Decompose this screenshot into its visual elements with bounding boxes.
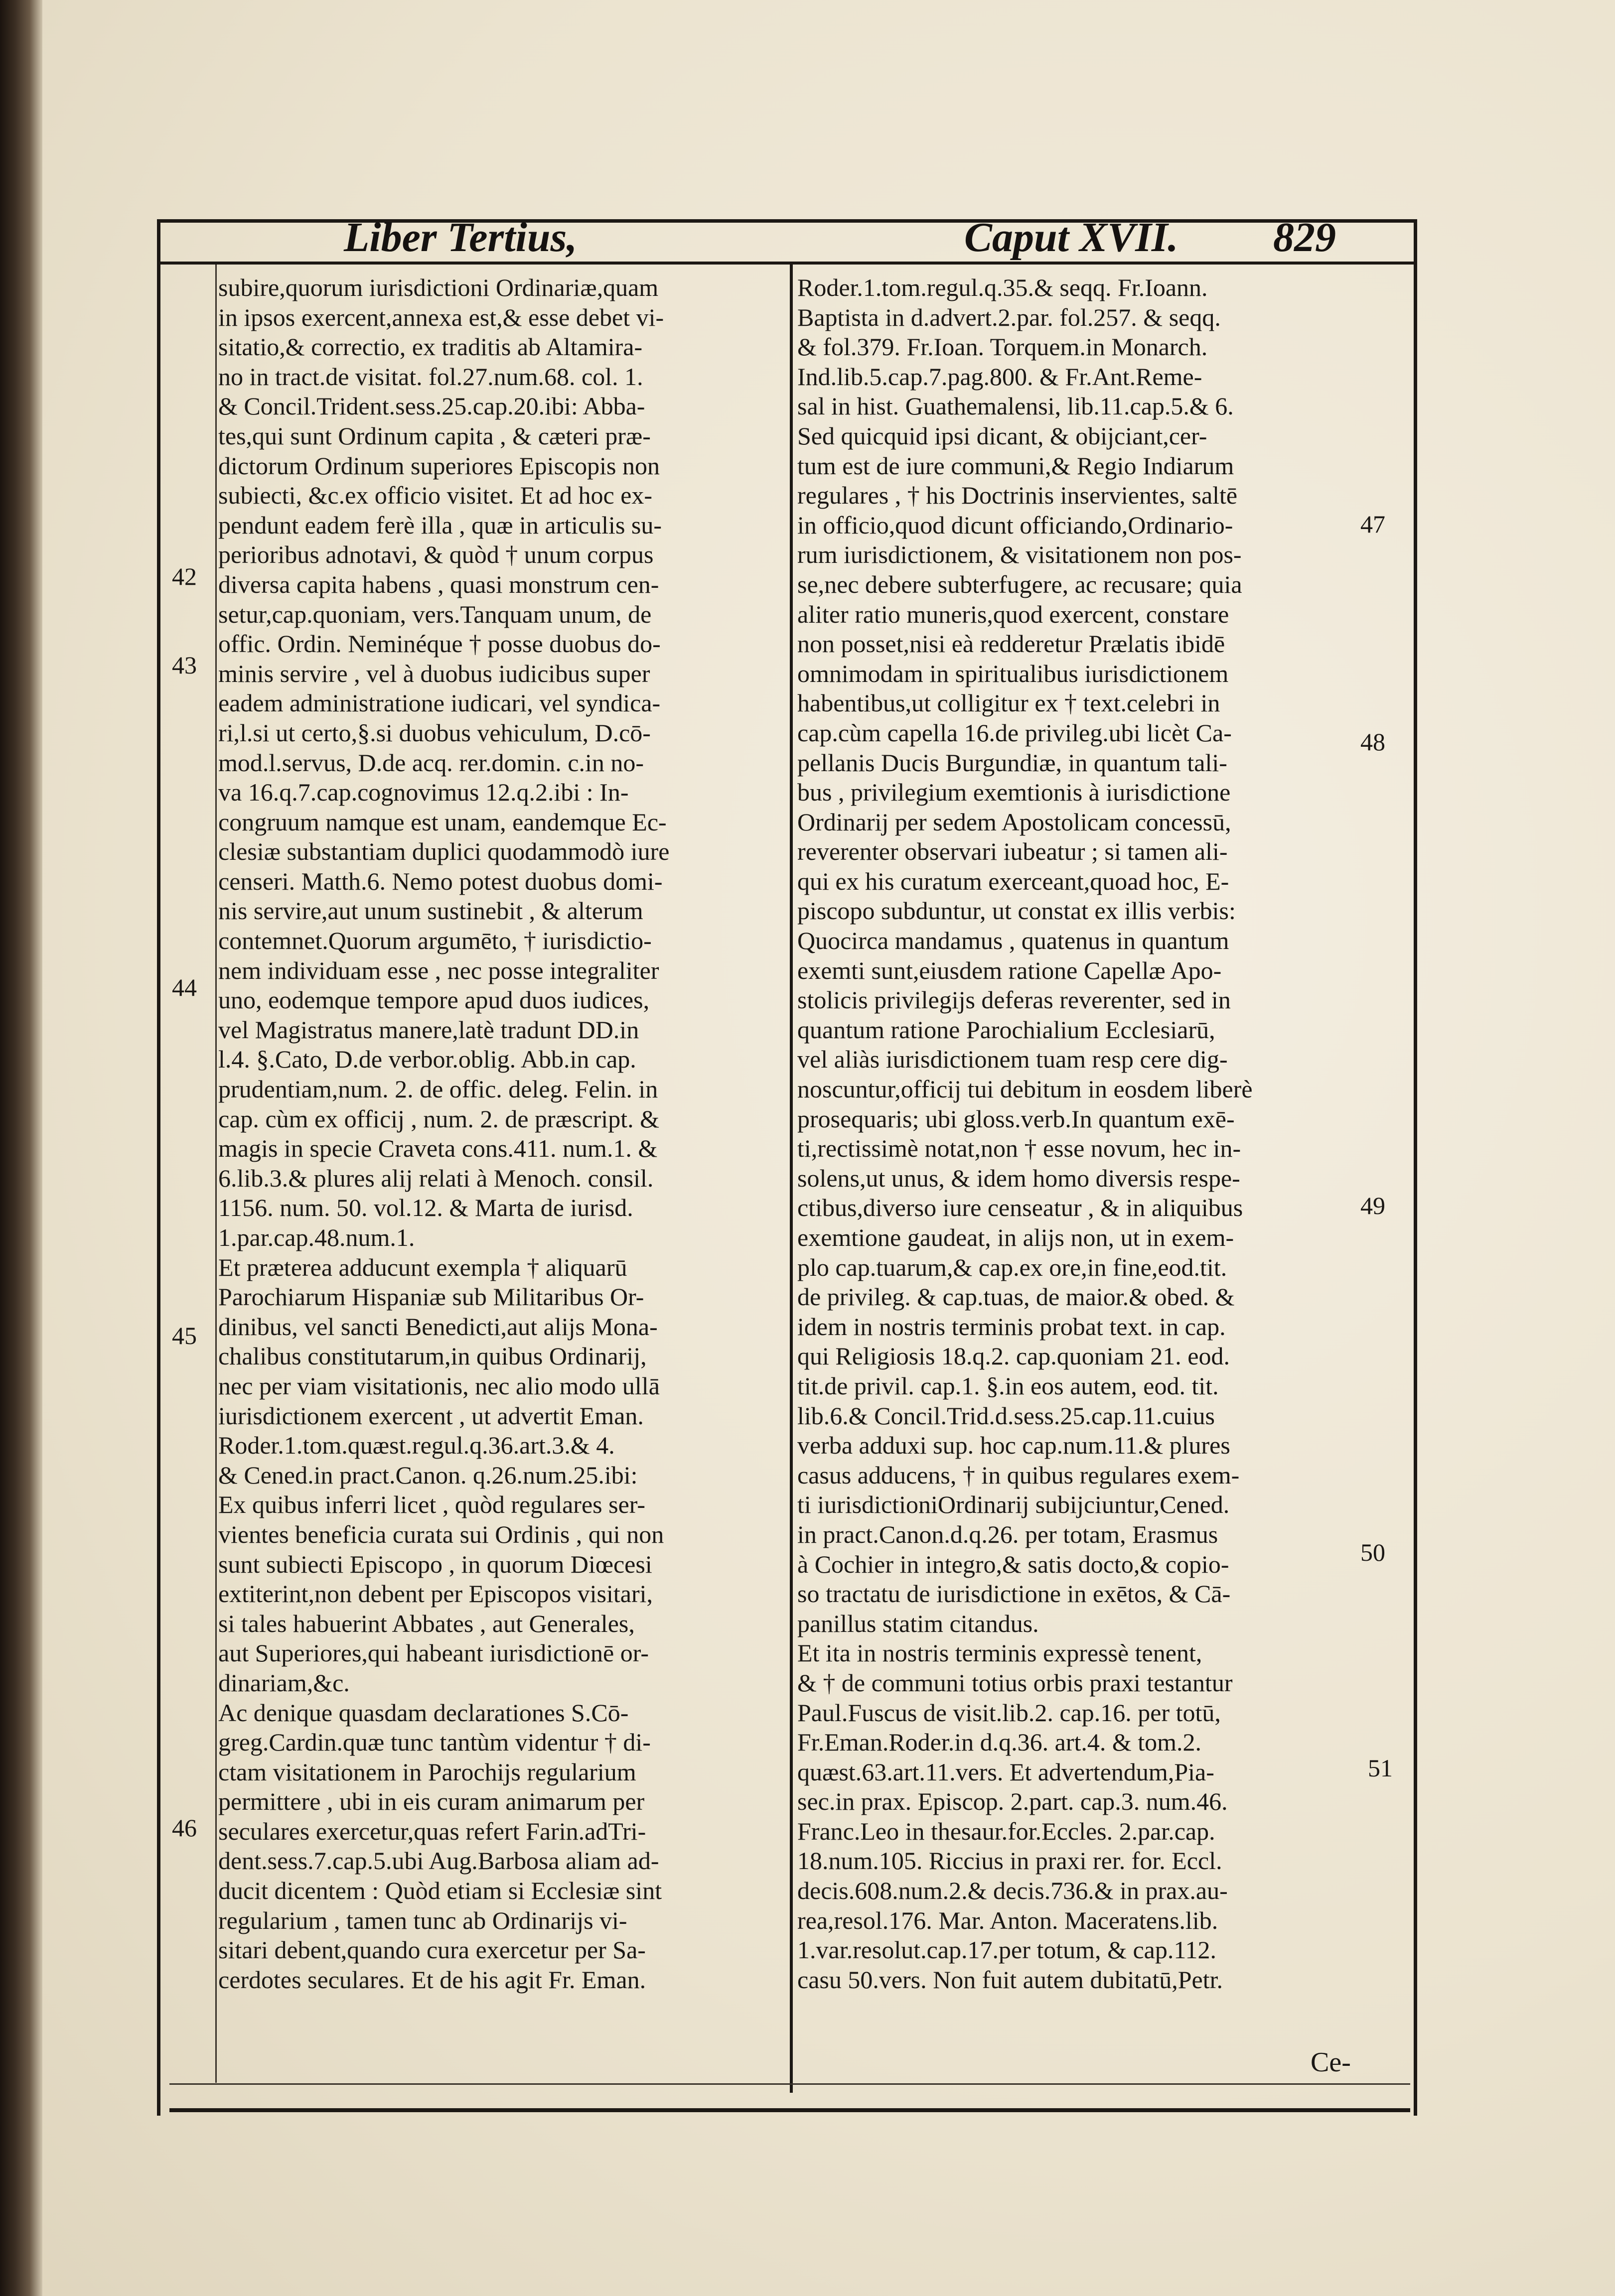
text-line: & Concil.Trident.sess.25.cap.20.ibi: Abba- bbox=[218, 392, 645, 420]
text-line: qui ex his curatum exerceant,quoad hoc, E- bbox=[797, 867, 1229, 895]
text-line: offic. Ordin. Neminéque † posse duobus do- bbox=[218, 630, 661, 658]
text-line: contemnet.Quorum argumēto, † iurisdictio- bbox=[218, 927, 652, 955]
text-line: lib.6.& Concil.Trid.d.sess.25.cap.11.cuius bbox=[797, 1401, 1215, 1430]
text-line: va 16.q.7.cap.cognovimus 12.q.2.ibi : In- bbox=[218, 778, 629, 807]
bottom-rule-thin bbox=[169, 2083, 1410, 2085]
text-line: greg.Cardin.quæ tunc tantùm videntur † di- bbox=[218, 1728, 651, 1756]
text-line: seculares exercetur,quas refert Farin.adTri- bbox=[218, 1817, 646, 1845]
text-line: à Cochier in integro,& satis docto,& copio- bbox=[797, 1550, 1229, 1578]
margin-number-right: 51 bbox=[1368, 1754, 1393, 1782]
text-line: chalibus constitutarum,in quibus Ordinarij, bbox=[218, 1342, 647, 1370]
right-text-column bbox=[797, 273, 1358, 2081]
text-line: in pract.Canon.d.q.26. per totam, Erasmus bbox=[797, 1520, 1218, 1548]
margin-number-left: 44 bbox=[172, 973, 197, 1001]
text-line: prosequaris; ubi gloss.verb.In quantum exē- bbox=[797, 1104, 1235, 1133]
text-line: iurisdictionem exercent , ut advertit Eman. bbox=[218, 1401, 644, 1430]
text-line: verba adduxi sup. hoc cap.num.11.& plures bbox=[797, 1431, 1230, 1460]
text-line: Paul.Fuscus de visit.lib.2. cap.16. per totū, bbox=[797, 1698, 1221, 1727]
text-line: clesiæ substantiam duplici quodammodò iure bbox=[218, 837, 670, 866]
text-line: dictorum Ordinum superiores Episcopis non bbox=[218, 451, 660, 480]
text-line: qui Religiosis 18.q.2. cap.quoniam 21. eod. bbox=[797, 1342, 1230, 1370]
text-line: regulares , † his Doctrinis inservientes, saltē bbox=[797, 481, 1238, 510]
text-line: subiecti, &c.ex officio visitet. Et ad hoc ex- bbox=[218, 481, 653, 510]
text-line: tes,qui sunt Ordinum capita , & cæteri præ- bbox=[218, 421, 651, 450]
running-head-right: Caput XVII. bbox=[964, 214, 1178, 261]
text-line: casus adducens, † in quibus regulares exem- bbox=[797, 1461, 1240, 1489]
text-line: casu 50.vers. Non fuit autem dubitatū,Petr. bbox=[797, 1965, 1223, 1994]
text-line: Quocirca mandamus , quatenus in quantum bbox=[797, 927, 1229, 955]
text-line: sitari debent,quando cura exercetur per Sa- bbox=[218, 1936, 646, 1964]
text-line: & † de communi totius orbis praxi testantur bbox=[797, 1668, 1233, 1697]
text-line: non posset,nisi eà redderetur Prælatis ibidē bbox=[797, 630, 1225, 658]
text-line: Roder.1.tom.regul.q.35.& seqq. Fr.Ioann. bbox=[797, 273, 1208, 301]
text-line: Sed quicquid ipsi dicant, & obijciant,cer- bbox=[797, 421, 1207, 450]
text-line: ducit dicentem : Quòd etiam si Ecclesiæ sint bbox=[218, 1877, 662, 1905]
text-line: sal in hist. Guathemalensi, lib.11.cap.5.& 6. bbox=[797, 392, 1234, 420]
left-column-rule bbox=[215, 265, 217, 2083]
text-line: pellanis Ducis Burgundiæ, in quantum tali- bbox=[797, 748, 1227, 777]
left-text-column bbox=[218, 273, 779, 2081]
text-line: rum iurisdictionem, & visitationem non pos- bbox=[797, 540, 1242, 569]
text-line: nec per viam visitationis, nec alio modo ullā bbox=[218, 1371, 660, 1400]
running-head-left: Liber Tertius, bbox=[344, 214, 578, 261]
text-line: omnimodam in spiritualibus iurisdictionem bbox=[797, 659, 1229, 687]
text-line: magis in specie Craveta cons.411. num.1. & bbox=[218, 1134, 658, 1163]
margin-number-left: 45 bbox=[172, 1322, 197, 1350]
text-line: eadem administratione iudicari, vel syndica- bbox=[218, 689, 661, 717]
text-line: reverenter observari iubeatur ; si tamen ali- bbox=[797, 837, 1228, 866]
text-line: dinariam,&c. bbox=[218, 1668, 350, 1697]
text-line: quæst.63.art.11.vers. Et advertendum,Pia- bbox=[797, 1757, 1214, 1786]
text-line: nis servire,aut unum sustinebit , & alterum bbox=[218, 897, 643, 925]
text-line: so tractatu de iurisdictione in exētos, & Cā- bbox=[797, 1580, 1231, 1608]
text-line: Ind.lib.5.cap.7.pag.800. & Fr.Ant.Reme- bbox=[797, 362, 1202, 391]
text-line: bus , privilegium exemtionis à iurisdictione bbox=[797, 778, 1231, 807]
text-line: tum est de iure communi,& Regio Indiarum bbox=[797, 451, 1234, 480]
text-line: Et præterea adducunt exempla † aliquarū bbox=[218, 1253, 627, 1281]
text-line: extiterint,non debent per Episcopos visitari, bbox=[218, 1580, 653, 1608]
text-line: 6.lib.3.& plures alij relati à Menoch. consil. bbox=[218, 1164, 654, 1192]
text-line: minis servire , vel à duobus iudicibus super bbox=[218, 659, 650, 687]
text-line: Roder.1.tom.quæst.regul.q.36.art.3.& 4. bbox=[218, 1431, 615, 1460]
text-line: permittere , ubi in eis curam animarum per bbox=[218, 1787, 645, 1816]
text-line: nem individuam esse , nec posse integraliter bbox=[218, 956, 659, 984]
text-line: Fr.Eman.Roder.in d.q.36. art.4. & tom.2. bbox=[797, 1728, 1202, 1756]
margin-number-right: 48 bbox=[1360, 728, 1385, 756]
text-line: Ac denique quasdam declarationes S.Cō- bbox=[218, 1698, 629, 1727]
text-line: quantum ratione Parochialium Ecclesiarū, bbox=[797, 1015, 1215, 1044]
text-line: congruum namque est unam, eandemque Ec- bbox=[218, 808, 667, 836]
text-line: setur,cap.quoniam, vers.Tanquam unum, de bbox=[218, 600, 652, 628]
text-line: 1.par.cap.48.num.1. bbox=[218, 1223, 415, 1251]
header-rule bbox=[157, 262, 1417, 265]
text-line: diversa capita habens , quasi monstrum cen- bbox=[218, 570, 659, 598]
catchword: Ce- bbox=[1311, 2047, 1351, 2078]
text-line: cap.cùm capella 16.de privileg.ubi licèt Ca- bbox=[797, 718, 1232, 747]
text-line: rea,resol.176. Mar. Anton. Maceratens.lib. bbox=[797, 1906, 1218, 1934]
margin-number-left: 46 bbox=[172, 1814, 197, 1842]
text-line: & fol.379. Fr.Ioan. Torquem.in Monarch. bbox=[797, 333, 1208, 361]
text-line: de privileg. & cap.tuas, de maior.& obed. & bbox=[797, 1283, 1235, 1311]
text-line: 18.num.105. Riccius in praxi rer. for. Eccl. bbox=[797, 1847, 1222, 1875]
margin-number-right: 47 bbox=[1360, 510, 1385, 538]
text-line: sitatio,& correctio, ex traditis ab Altamira- bbox=[218, 333, 643, 361]
text-line: vientes beneficia curata sui Ordinis , qui non bbox=[218, 1520, 664, 1548]
text-line: & Cened.in pract.Canon. q.26.num.25.ibi: bbox=[218, 1461, 638, 1489]
text-line: in officio,quod dicunt officiando,Ordinario- bbox=[797, 511, 1233, 539]
text-line: vel aliàs iurisdictionem tuam resp cere dig- bbox=[797, 1045, 1228, 1074]
text-line: aut Superiores,qui habeant iurisdictionē or- bbox=[218, 1639, 649, 1667]
text-line: ti,rectissimè notat,non † esse novum, hec in- bbox=[797, 1134, 1241, 1163]
text-line: uno, eodemque tempore apud duos iudices, bbox=[218, 986, 650, 1014]
text-line: tit.de privil. cap.1. §.in eos autem, eod. tit. bbox=[797, 1371, 1219, 1400]
text-line: cap. cùm ex officij , num. 2. de præscript. & bbox=[218, 1104, 659, 1133]
text-line: piscopo subduntur, ut constat ex illis verbis: bbox=[797, 897, 1236, 925]
text-line: Franc.Leo in thesaur.for.Eccles. 2.par.cap. bbox=[797, 1817, 1215, 1845]
text-line: l.4. §.Cato, D.de verbor.oblig. Abb.in cap. bbox=[218, 1045, 636, 1074]
text-line: panillus statim citandus. bbox=[797, 1609, 1039, 1637]
margin-number-left: 43 bbox=[172, 651, 197, 679]
text-line: pendunt eadem ferè illa , quæ in articulis su- bbox=[218, 511, 662, 539]
text-line: idem in nostris terminis probat text. in cap. bbox=[797, 1312, 1226, 1341]
text-line: exemtione gaudeat, in alijs non, ut in exem- bbox=[797, 1223, 1234, 1251]
text-line: plo cap.tuarum,& cap.ex ore,in fine,eod.tit. bbox=[797, 1253, 1227, 1281]
text-line: sec.in prax. Episcop. 2.part. cap.3. num.46. bbox=[797, 1787, 1228, 1816]
text-line: habentibus,ut colligitur ex † text.celebri in bbox=[797, 689, 1220, 717]
text-line: 1156. num. 50. vol.12. & Marta de iurisd. bbox=[218, 1194, 633, 1222]
text-line: censeri. Matth.6. Nemo potest duobus domi- bbox=[218, 867, 663, 895]
margin-number-right: 49 bbox=[1360, 1192, 1385, 1219]
text-line: se,nec debere subterfugere, ac recusare; quia bbox=[797, 570, 1242, 598]
text-line: exemti sunt,eiusdem ratione Capellæ Apo- bbox=[797, 956, 1222, 984]
text-line: ti iurisdictioniOrdinarij subijciuntur,Cened. bbox=[797, 1490, 1230, 1519]
text-line: Parochiarum Hispaniæ sub Militaribus Or- bbox=[218, 1283, 644, 1311]
text-line: mod.l.servus, D.de acq. rer.domin. c.in no- bbox=[218, 748, 644, 777]
text-line: prudentiam,num. 2. de offic. deleg. Felin. in bbox=[218, 1075, 658, 1103]
text-line: sunt subiecti Episcopo , in quorum Diœcesi bbox=[218, 1550, 652, 1578]
text-line: subire,quorum iurisdictioni Ordinariæ,quam bbox=[218, 273, 659, 301]
text-line: in ipsos exercent,annexa est,& esse debet vi- bbox=[218, 303, 664, 331]
bottom-rule bbox=[169, 2108, 1410, 2112]
text-line: Baptista in d.advert.2.par. fol.257. & seqq. bbox=[797, 303, 1221, 331]
text-line: stolicis privilegijs deferas reverenter, sed in bbox=[797, 986, 1231, 1014]
text-line: regularium , tamen tunc ab Ordinarijs vi- bbox=[218, 1906, 627, 1934]
text-line: decis.608.num.2.& decis.736.& in prax.au- bbox=[797, 1877, 1228, 1905]
book-gutter bbox=[0, 0, 42, 2296]
text-line: cerdotes seculares. Et de his agit Fr. Eman. bbox=[218, 1965, 646, 1994]
text-line: perioribus adnotavi, & quòd † unum corpus bbox=[218, 540, 654, 569]
text-line: Ex quibus inferri licet , quòd regulares ser- bbox=[218, 1490, 646, 1519]
text-line: dinibus, vel sancti Benedicti,aut alijs Mona- bbox=[218, 1312, 658, 1341]
text-line: solens,ut unus, & idem homo diversis respe- bbox=[797, 1164, 1240, 1192]
text-line: Et ita in nostris terminis expressè tenent, bbox=[797, 1639, 1202, 1667]
text-line: noscuntur,officij tui debitum in eosdem liberè bbox=[797, 1075, 1253, 1103]
text-line: ri,l.si ut certo,§.si duobus vehiculum, D.cō- bbox=[218, 718, 651, 747]
text-line: si tales habuerint Abbates , aut Generales, bbox=[218, 1609, 635, 1637]
text-line: dent.sess.7.cap.5.ubi Aug.Barbosa aliam ad- bbox=[218, 1847, 659, 1875]
text-line: Ordinarij per sedem Apostolicam concessū, bbox=[797, 808, 1231, 836]
column-divider bbox=[790, 265, 793, 2093]
text-line: vel Magistratus manere,latè tradunt DD.in bbox=[218, 1015, 639, 1044]
margin-number-left: 42 bbox=[172, 562, 197, 590]
margin-number-right: 50 bbox=[1360, 1538, 1385, 1566]
text-line: ctam visitationem in Parochijs regularium bbox=[218, 1757, 636, 1786]
text-line: aliter ratio muneris,quod exercent, constare bbox=[797, 600, 1229, 628]
text-line: no in tract.de visitat. fol.27.num.68. col. 1. bbox=[218, 362, 643, 391]
text-line: ctibus,diverso iure censeatur , & in aliquibus bbox=[797, 1194, 1243, 1222]
text-line: 1.var.resolut.cap.17.per totum, & cap.112. bbox=[797, 1936, 1216, 1964]
page-number: 829 bbox=[1273, 214, 1336, 261]
